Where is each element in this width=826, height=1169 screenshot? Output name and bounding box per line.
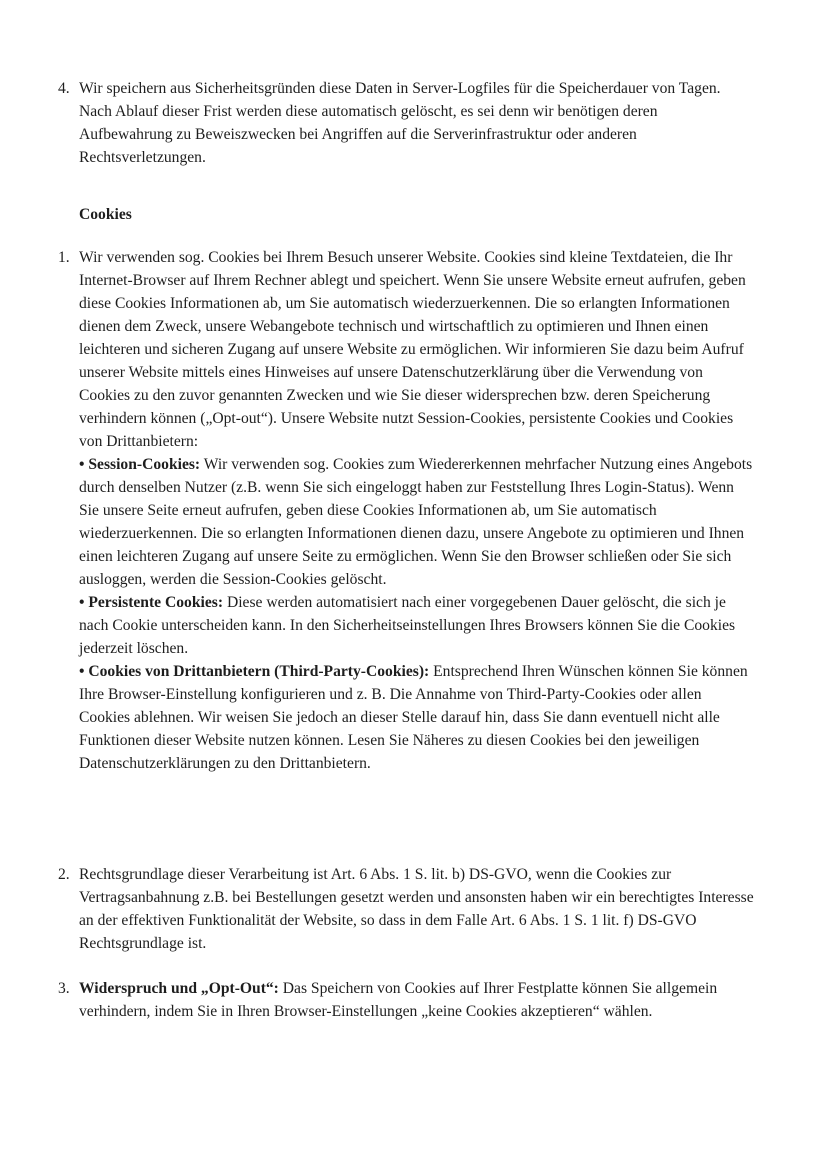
list-item-legal-basis [58, 863, 758, 955]
list-item-opt-out [58, 977, 758, 1023]
paragraph-legal-basis: Rechtsgrundlage dieser Verarbeitung ist Art. 6 Abs. 1 S. lit. b) DS-GVO, wenn die Cookies zur Vertragsanbahnung z.B. bei Bestellungen gesetzt werden und ansonsten haben wir ein berechtigtes Interesse an der effektiven Funktionalität der Website, so dass in dem Falle Art. 6 Abs. 1 S. 1 lit. f) DS-GVO Rechtsgrundlage ist. [79, 866, 754, 952]
list-item-cookies-usage [58, 246, 758, 775]
session-cookies-text: Wir verwenden sog. Cookies zum Wiedererkennen mehrfacher Nutzung eines Angebots durch denselben Nutzer (z.B. wenn Sie sich eingeloggt haben zur Feststellung Ihres Login-Status). Wenn Sie unsere Seite erneut aufrufen, geben diese Cookies Informationen ab, um Sie automatisch wiederzuerkennen. Die so erlangten Informationen dienen dazu, unsere Angebote zu optimieren und Ihnen einen leichteren Zugang auf unsere Seite zu ermöglichen. Wenn Sie den Browser schließen oder Sie sich ausloggen, werden die Session-Cookies gelöscht. [79, 456, 753, 588]
persistent-cookies-text: Diese werden automatisiert nach einer vorgegebenen Dauer gelöscht, die sich je nach Cookie unterscheiden kann. In den Sicherheitseinstellungen Ihres Browsers können Sie die Cookies jederzeit löschen. [79, 594, 736, 657]
paragraph-persistent-cookies [79, 591, 754, 660]
opt-out-text: Das Speichern von Cookies auf Ihrer Festplatte können Sie allgemein verhindern, indem Sie in Ihren Browser-Einstellungen „keine Cookies akzeptieren“ wählen. [79, 980, 718, 1020]
list-number: 1. [58, 249, 70, 266]
list-item-content [79, 863, 754, 955]
paragraph-session-cookies [79, 453, 754, 591]
list-item-content [79, 246, 754, 775]
third-party-cookies-text: Entsprechend Ihren Wünschen können Sie können Ihre Browser-Einstellung konfigurieren und z. B. Die Annahme von Third-Party-Cookies oder allen Cookies ablehnen. Wir weisen Sie jedoch an dieser Stelle darauf hin, dass Sie dann eventuell nicht alle Funktionen dieser Website nutzen können. Lesen Sie Näheres zu diesen Cookies bei den jeweiligen Datenschutzerklärungen zu den Drittanbietern. [79, 663, 748, 772]
list-item-content [79, 977, 754, 1023]
list-item-content [79, 77, 754, 169]
paragraph-retention: Wir speichern aus Sicherheitsgründen diese Daten in Server-Logfiles für die Speicherdauer von Tagen. Nach Ablauf dieser Frist werden diese automatisch gelöscht, es sei denn wir benötigen deren Aufbewahrung zu Beweiszwecken bei Angriffen auf die Serverinfrastruktur oder anderen Rechtsverletzungen. [79, 80, 721, 166]
list-number: 3. [58, 980, 70, 997]
third-party-cookies-label: • Cookies von Drittanbietern (Third-Party-Cookies): [79, 663, 430, 680]
list-item-retention [58, 77, 758, 169]
paragraph-cookies-intro: Wir verwenden sog. Cookies bei Ihrem Besuch unserer Website. Cookies sind kleine Textdateien, die Ihr Internet-Browser auf Ihrem Rechner ablegt und speichert. Wenn Sie unsere Website erneut aufrufen, geben diese Cookies Informationen ab, um Sie automatisch wiederzuerkennen. Die so erlangten Informationen dienen dem Zweck, unsere Webangebote technisch und wirtschaftlich zu optimieren und Ihnen einen leichteren und sicheren Zugang auf unsere Website zu ermöglichen. Wir informieren Sie dazu beim Aufruf unserer Website mittels eines Hinweises auf unsere Datenschutzerklärung über die Verwendung von Cookies zu den zuvor genannten Zwecken und wie Sie dieser widersprechen bzw. deren Speicherung verhindern können („Opt-out“). Unsere Website nutzt Session-Cookies, persistente Cookies und Cookies von Drittanbietern: [79, 249, 746, 450]
section-heading-cookies: Cookies [79, 206, 132, 223]
session-cookies-label: • Session-Cookies: [79, 456, 201, 473]
paragraph-opt-out [79, 977, 754, 1023]
list-number: 2. [58, 866, 70, 883]
persistent-cookies-label: • Persistente Cookies: [79, 594, 224, 611]
list-number: 4. [58, 80, 70, 97]
opt-out-label: Widerspruch und „Opt-Out“: [79, 980, 279, 997]
paragraph-third-party-cookies [79, 660, 754, 775]
